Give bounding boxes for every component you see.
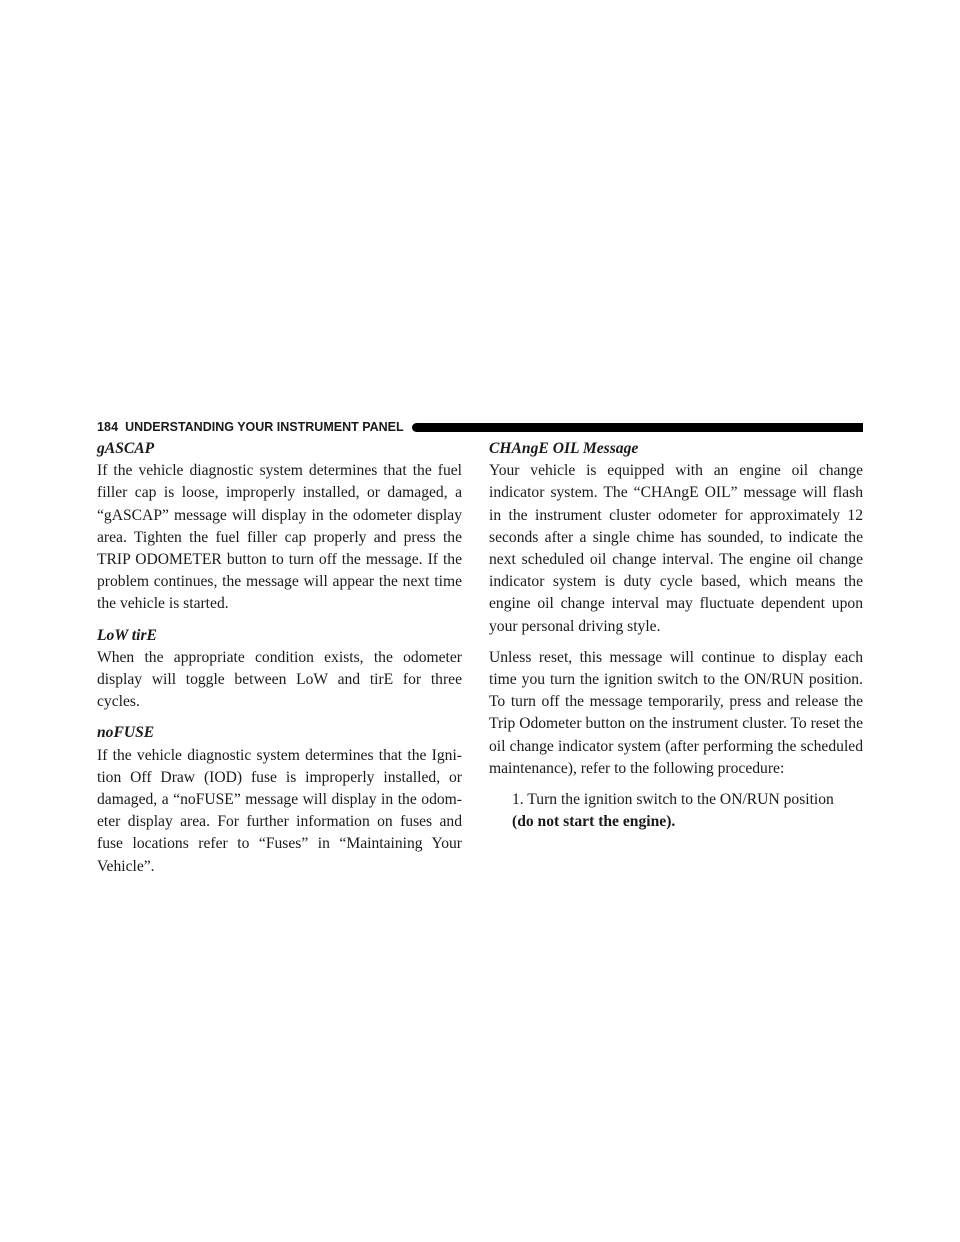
- page-header: [97, 418, 863, 436]
- section-title: UNDERSTANDING YOUR INSTRUMENT PANEL: [125, 420, 404, 434]
- header-rule: [412, 423, 863, 432]
- left-column: [97, 438, 462, 887]
- procedure-step-1-text: 1. Turn the ignition switch to the ON/RUN position: [512, 791, 834, 809]
- procedure-step-1-warning: (do not start the engine).: [512, 813, 676, 831]
- low-tire-body: When the appropriate condition exists, the odometer display will toggle between LoW and tirE for three cycles.: [97, 648, 462, 711]
- page-number: 184: [97, 420, 119, 434]
- change-oil-heading: CHAngE OIL Message: [489, 440, 639, 457]
- procedure-step-1: [512, 789, 863, 833]
- change-oil-body-1: Your vehicle is equipped with an engine oil change indicator system. The “CHAngE OIL” message will flash in the instrument cluster odometer for approximately 12 seconds after a single chime has sounded, to indicate the next scheduled oil change interval. The engine oil change indicator system is duty cycle based, which means the engine oil change interval may fluctuate dependent upon your personal driving style.: [489, 462, 863, 635]
- low-tire-heading: LoW tirE: [97, 626, 157, 644]
- right-column: [489, 438, 863, 833]
- nofuse-heading: noFUSE: [97, 724, 155, 742]
- gascap-heading: gASCAP: [97, 440, 155, 457]
- nofuse-body: If the vehicle diagnostic system determines that the Igni-tion Off Draw (IOD) fuse is improperly installed, or damaged, a “noFUSE” message will display in the odom-eter display area. For further information on fuses and fuse locations refer to “Fuses” in “Maintaining Your Vehicle”.: [97, 746, 462, 875]
- gascap-body: If the vehicle diagnostic system determines that the fuel filler cap is loose, improperly installed, or damaged, a “gASCAP” message will display in the odometer display area. Tighten the fuel filler cap properly and press the TRIP ODOMETER button to turn off the message. If the problem continues, the message will appear the next time the vehicle is started.: [97, 462, 462, 613]
- change-oil-body-2: Unless reset, this message will continue to display each time you turn the ignition switch to the ON/RUN position. To turn off the message temporarily, press and release the Trip Odometer button on the instrument cluster. To reset the oil change indicator system (after performing the scheduled maintenance), refer to the following procedure:: [489, 648, 863, 777]
